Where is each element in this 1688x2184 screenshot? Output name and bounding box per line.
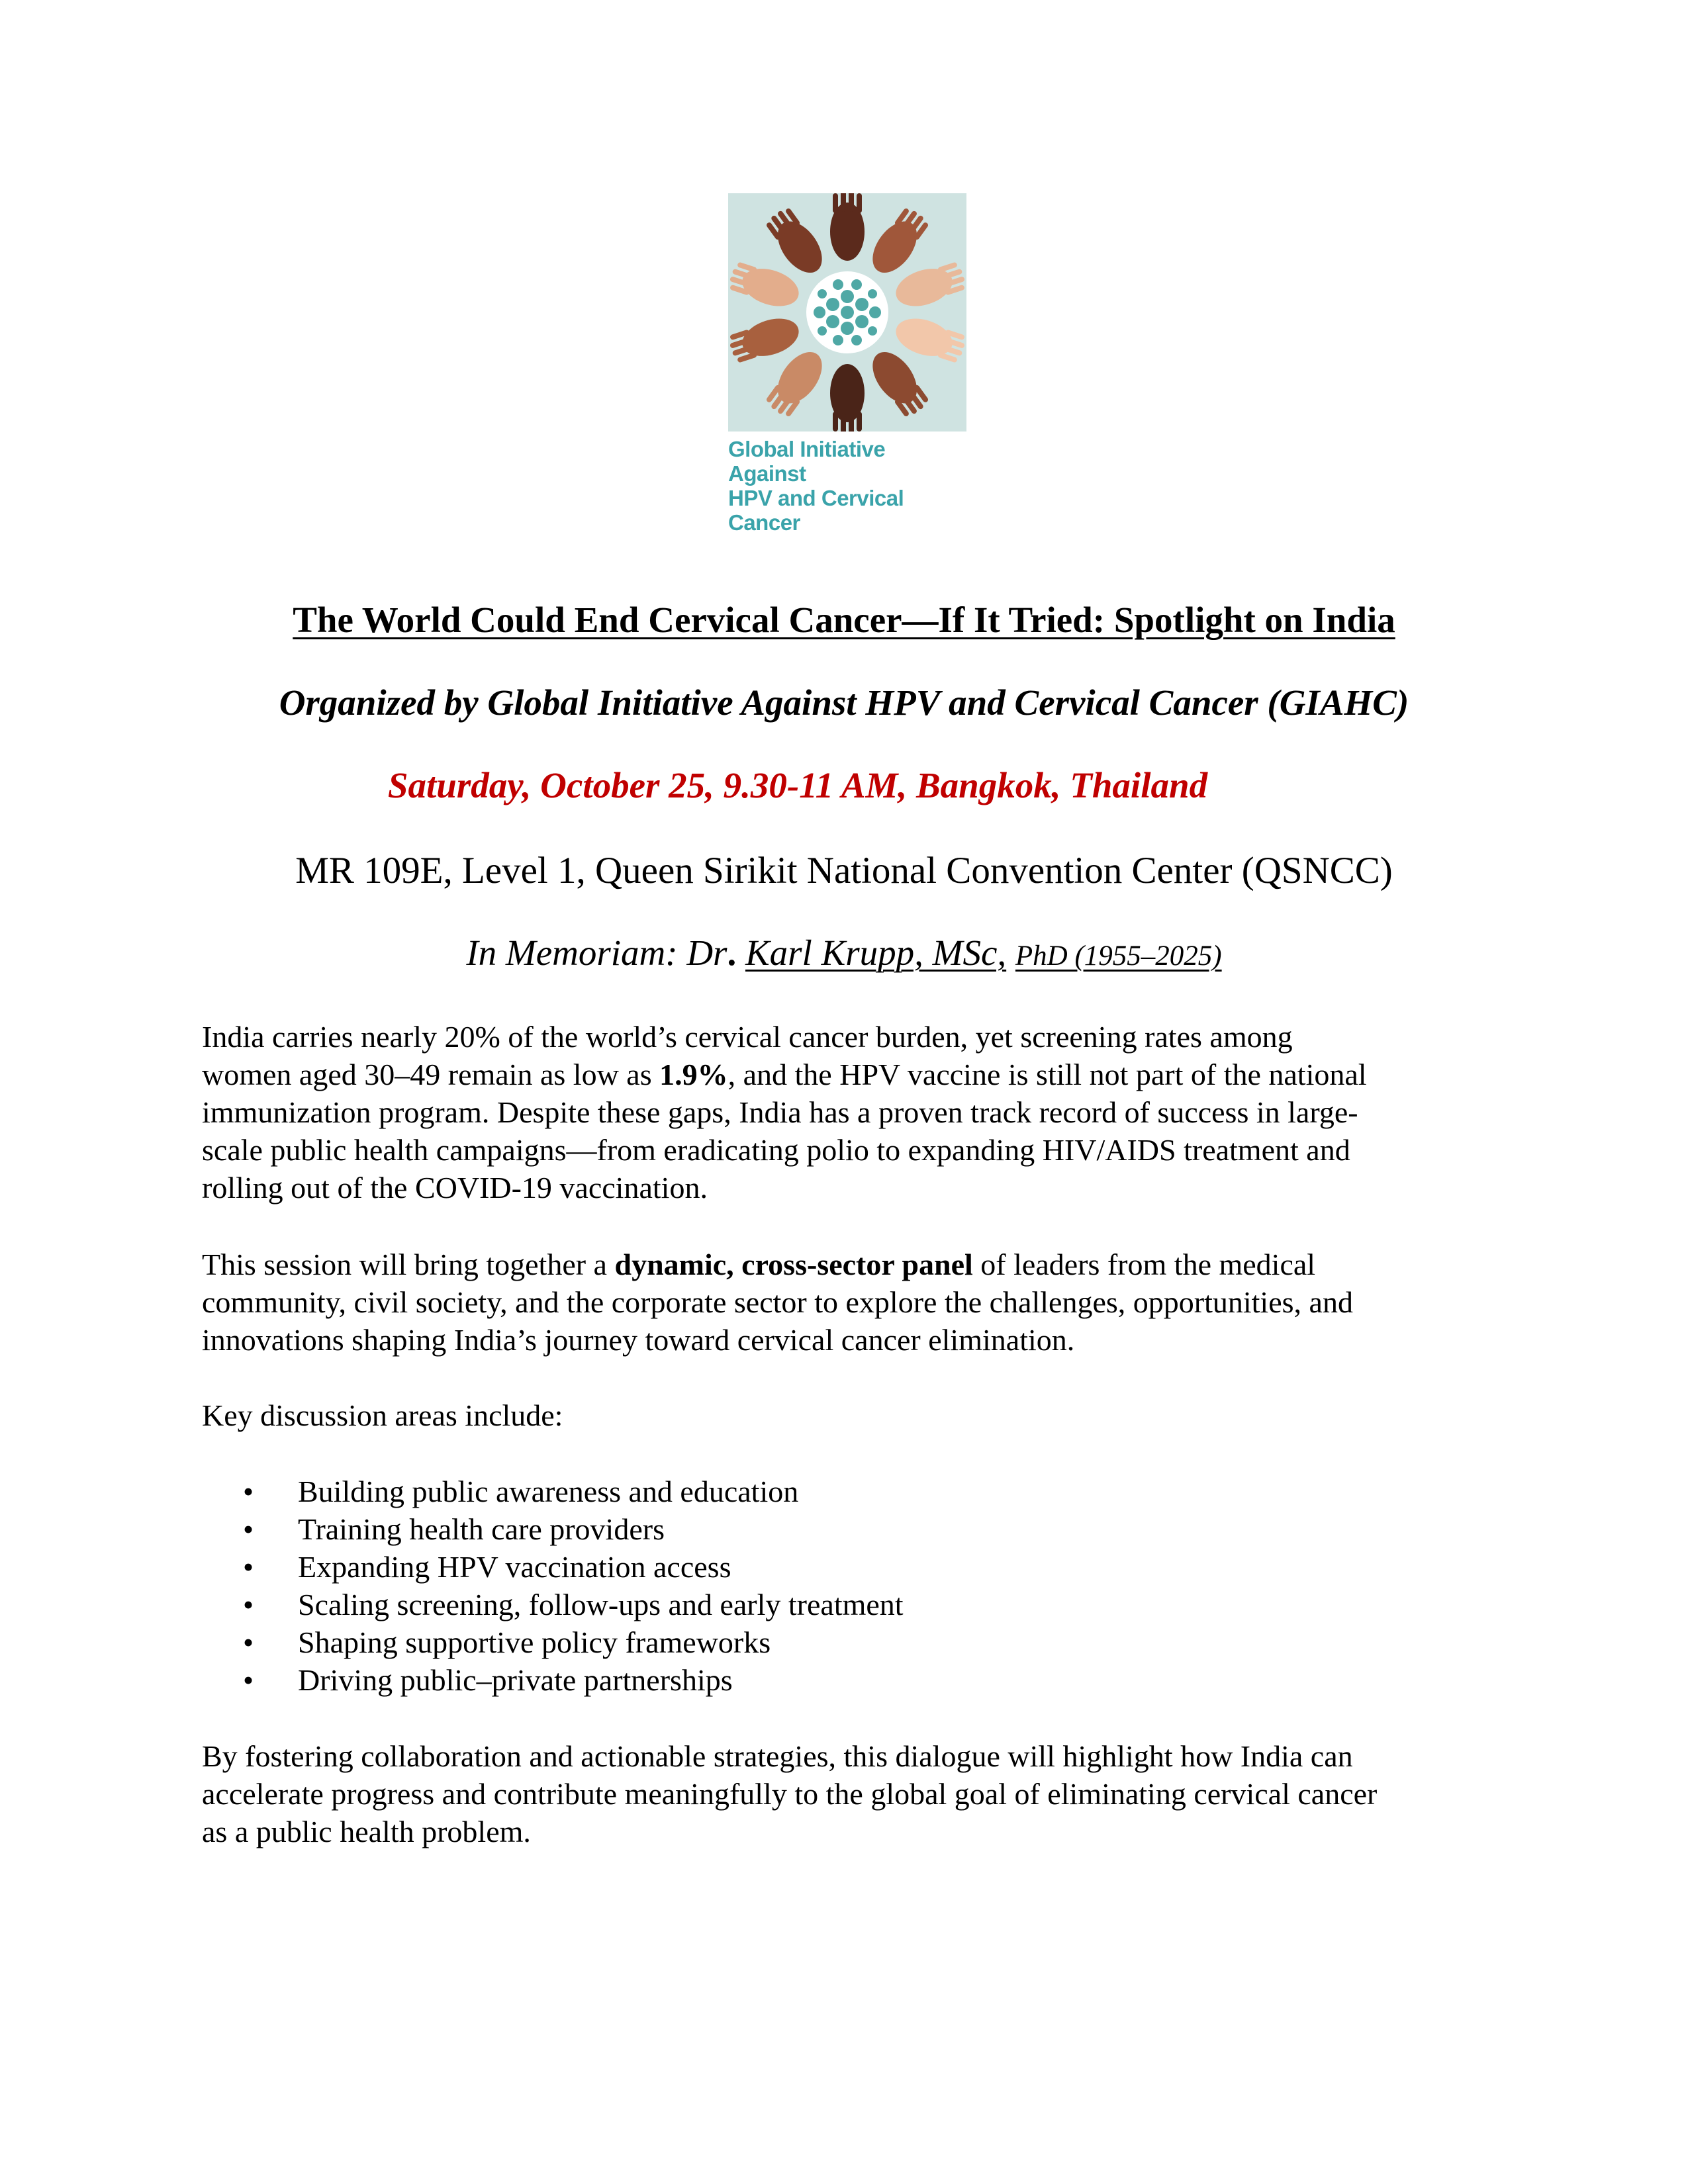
paragraph-line: By fostering collaboration and actionable strategies, this dialogue will highlight how India can [202, 1739, 1353, 1773]
text-run: women aged 30–49 remain as low as [202, 1058, 660, 1091]
list-item [202, 1473, 904, 1510]
bullet-icon: • [243, 1475, 254, 1508]
organizer-line: Organized by Global Initiative Against HPV and Cervical Cancer (GIAHC) [279, 682, 1409, 723]
closing-paragraph [202, 1737, 1499, 1850]
event-date: Saturday, October 25, 9.30-11 AM, Bangkok, Thailand [387, 765, 1208, 805]
intro-paragraph [202, 1018, 1499, 1206]
list-item [202, 1548, 904, 1586]
memoriam-name: Karl Krupp, MSc, [745, 933, 1007, 973]
giahc-logo [728, 193, 966, 535]
key-areas-list [202, 1473, 904, 1699]
list-item [202, 1661, 904, 1699]
list-item-text: Shaping supportive policy frameworks [298, 1625, 771, 1659]
logo-wordmark [728, 437, 966, 535]
bullet-icon: • [243, 1625, 254, 1659]
key-areas-intro: Key discussion areas include: [202, 1398, 563, 1432]
list-item-text: Scaling screening, follow-ups and early treatment [298, 1588, 904, 1621]
bullet-icon: • [243, 1550, 254, 1584]
event-title: The World Could End Cervical Cancer—If It Tried: Spotlight on India [293, 600, 1395, 640]
panel-highlight: dynamic, cross-sector panel [614, 1248, 973, 1281]
list-item-text: Driving public–private partnerships [298, 1663, 733, 1697]
bullet-icon: • [243, 1588, 254, 1621]
bullet-icon: • [243, 1512, 254, 1546]
list-item-text: Expanding HPV vaccination access [298, 1550, 731, 1584]
paragraph-line: accelerate progress and contribute meaningfully to the global goal of eliminating cervical cancer [202, 1777, 1378, 1811]
paragraph-line: as a public health problem. [202, 1815, 531, 1848]
list-item [202, 1623, 904, 1661]
memoriam-prefix: In Memoriam: Dr [466, 933, 727, 973]
text-run: This session will bring together a [202, 1248, 615, 1281]
logo-line-2: HPV and Cervical Cancer [728, 486, 904, 535]
paragraph-line: community, civil society, and the corporate sector to explore the challenges, opportunities, and [202, 1285, 1353, 1319]
paragraph-line: immunization program. Despite these gaps, India has a proven track record of success in large- [202, 1095, 1358, 1129]
paragraph-line: scale public health campaigns—from eradicating polio to expanding HIV/AIDS treatment and [202, 1133, 1350, 1167]
paragraph-line: innovations shaping India’s journey toward cervical cancer elimination. [202, 1323, 1075, 1357]
paragraph-line: rolling out of the COVID-19 vaccination. [202, 1171, 708, 1205]
screening-rate: 1.9% [659, 1058, 728, 1091]
session-paragraph [202, 1246, 1499, 1359]
bullet-icon: • [243, 1663, 254, 1697]
list-item [202, 1586, 904, 1623]
event-venue: MR 109E, Level 1, Queen Sirikit National Convention Center (QSNCC) [295, 850, 1393, 891]
list-item [202, 1510, 904, 1548]
text-run: of leaders from the medical [972, 1248, 1316, 1281]
in-memoriam [0, 932, 1688, 974]
logo-line-1: Global Initiative Against [728, 437, 886, 486]
list-item-text: Building public awareness and education [298, 1475, 799, 1508]
memoriam-dot: . [727, 933, 737, 973]
paragraph-line: India carries nearly 20% of the world’s cervical cancer burden, yet screening rates among [202, 1020, 1293, 1054]
text-run: , and the HPV vaccine is still not part of the national [727, 1058, 1367, 1091]
paragraph-line [202, 1246, 1499, 1283]
list-item-text: Training health care providers [298, 1512, 665, 1546]
memoriam-suffix: PhD (1955–2025) [1015, 940, 1222, 972]
paragraph-line [202, 1056, 1499, 1093]
virus-globe-icon [806, 271, 888, 353]
logo-artwork [728, 193, 966, 432]
hands-around-globe-icon [728, 193, 966, 432]
